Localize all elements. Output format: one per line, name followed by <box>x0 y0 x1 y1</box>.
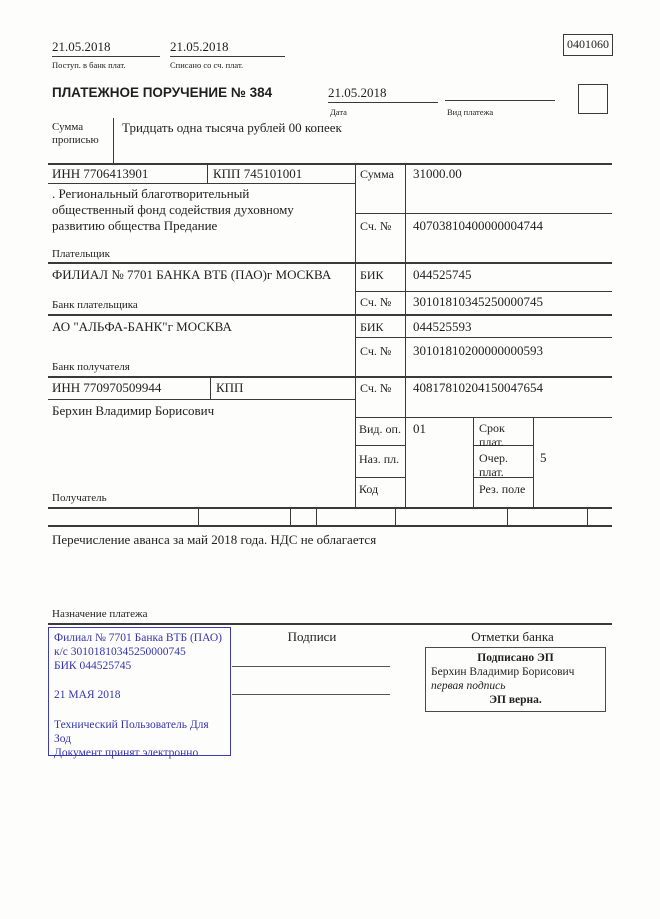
payer-bank-account-label: Сч. № <box>360 295 392 309</box>
signed-stamp-verified: ЭП верна. <box>489 694 542 706</box>
table-line <box>48 376 612 378</box>
order-value: 5 <box>540 450 547 465</box>
bank-acceptance-stamp <box>48 627 231 759</box>
stamp-date: 21 МАЯ 2018 <box>54 689 121 701</box>
signed-stamp-name: Берхин Владимир Борисович <box>431 666 575 678</box>
payment-type-field <box>445 84 555 101</box>
doc-date: 21.05.2018 <box>328 85 387 100</box>
signature-line <box>232 694 390 695</box>
beneficiary-bank-name: АО "АЛЬФА-БАНК"г МОСКВА <box>52 319 232 334</box>
table-line <box>48 183 355 184</box>
purpose-label: Назначение платежа <box>52 608 148 620</box>
payer-bank-account-value: 30101810345250000745 <box>413 294 543 309</box>
beneficiary-bank-account-value: 30101810200000000593 <box>413 343 543 358</box>
form-code: 0401060 <box>567 37 609 51</box>
beneficiary-bank-bik-label: БИК <box>360 320 384 334</box>
table-line <box>355 291 612 292</box>
order-label: Очер. плат. <box>479 451 509 479</box>
table-line <box>113 118 114 164</box>
bank-marks-header: Отметки банка <box>471 629 554 644</box>
table-line <box>473 417 474 507</box>
op-type-value: 01 <box>413 421 426 436</box>
amount-value: 31000.00 <box>413 166 462 181</box>
beneficiary-bank-account-label: Сч. № <box>360 344 392 358</box>
beneficiary-account-value: 40817810204150047654 <box>413 380 543 395</box>
beneficiary-label: Получатель <box>52 492 107 504</box>
table-line <box>198 507 199 525</box>
op-type-label: Вид. оп. <box>359 422 401 436</box>
table-line <box>48 525 612 527</box>
stamp-bank-name: Филиал № 7701 Банка ВТБ (ПАО) <box>54 632 222 644</box>
table-line <box>316 507 317 525</box>
doc-date-field <box>328 84 438 103</box>
table-line <box>48 623 612 625</box>
payer-account-value: 40703810400000004744 <box>413 218 543 233</box>
payer-bank-label: Банк плательщика <box>52 299 138 311</box>
amount-words-value: Тридцать одна тысяча рублей 00 копеек <box>122 120 342 135</box>
amount-label: Сумма <box>360 167 394 181</box>
debit-date-field <box>170 38 285 57</box>
table-line <box>48 399 355 400</box>
receipt-date: 21.05.2018 <box>52 39 111 54</box>
table-line <box>507 507 508 525</box>
signed-stamp-type: первая подпись <box>431 680 506 692</box>
table-line <box>355 213 612 214</box>
table-line <box>355 163 356 507</box>
payment-type-box <box>578 84 608 114</box>
term-label: Срок плат. <box>479 421 505 449</box>
table-line <box>533 417 534 507</box>
payer-bank-name: ФИЛИАЛ № 7701 БАНКА ВТБ (ПАО)г МОСКВА <box>52 267 332 282</box>
code-label: Код <box>359 482 379 496</box>
debit-date: 21.05.2018 <box>170 39 229 54</box>
purpose-text: Перечисление аванса за май 2018 года. НДС не облагается <box>52 532 377 547</box>
table-line <box>355 445 406 446</box>
table-line <box>290 507 291 525</box>
table-line <box>48 314 612 316</box>
signed-stamp-title: Подписано ЭП <box>477 652 554 664</box>
beneficiary-inn: ИНН 770970509944 <box>52 380 162 395</box>
beneficiary-bank-label: Банк получателя <box>52 361 130 373</box>
table-line <box>587 507 588 525</box>
table-line <box>48 507 612 509</box>
payer-bank-bik-label: БИК <box>360 268 384 282</box>
stamp-user: Технический Пользователь Для Зод <box>54 719 209 745</box>
signature-line <box>232 666 390 667</box>
table-line <box>48 163 612 165</box>
stamp-bik: БИК 044525745 <box>54 660 132 672</box>
table-line <box>355 477 406 478</box>
table-line <box>48 262 612 264</box>
stamp-accepted: Документ принят электронно <box>54 747 199 759</box>
payer-kpp: КПП 745101001 <box>213 166 303 181</box>
doc-date-label: Дата <box>330 107 347 117</box>
beneficiary-account-label: Сч. № <box>360 381 392 395</box>
payer-name: . Региональный благотворительный общественный фонд содействия духовному развитию общества Предание <box>52 186 294 233</box>
table-line <box>405 163 406 507</box>
table-line <box>207 163 208 183</box>
debit-date-label: Списано со сч. плат. <box>170 60 244 70</box>
signed-stamp <box>425 647 606 712</box>
payer-account-label: Сч. № <box>360 219 392 233</box>
beneficiary-name: Берхин Владимир Борисович <box>52 403 215 418</box>
reserve-label: Рез. поле <box>479 482 526 496</box>
signatures-header: Подписи <box>287 629 337 644</box>
beneficiary-bank-bik-value: 044525593 <box>413 319 472 334</box>
amount-words-label: Сумма прописью <box>52 121 99 146</box>
receipt-date-field <box>52 38 160 57</box>
payer-label: Плательщик <box>52 248 110 260</box>
table-line <box>355 337 612 338</box>
payment-type-label: Вид платежа <box>447 107 494 117</box>
pay-purpose-code-label: Наз. пл. <box>359 452 400 466</box>
doc-title: ПЛАТЕЖНОЕ ПОРУЧЕНИЕ № 384 <box>52 85 273 100</box>
payer-inn: ИНН 7706413901 <box>52 166 149 181</box>
table-line <box>355 417 612 418</box>
payer-bank-bik-value: 044525745 <box>413 267 472 282</box>
receipt-date-label: Поступ. в банк плат. <box>52 60 126 70</box>
table-line <box>210 376 211 399</box>
beneficiary-kpp: КПП <box>216 380 244 395</box>
table-line <box>395 507 396 525</box>
stamp-corr-account: к/с 30101810345250000745 <box>54 646 186 658</box>
form-code-box <box>563 34 613 56</box>
